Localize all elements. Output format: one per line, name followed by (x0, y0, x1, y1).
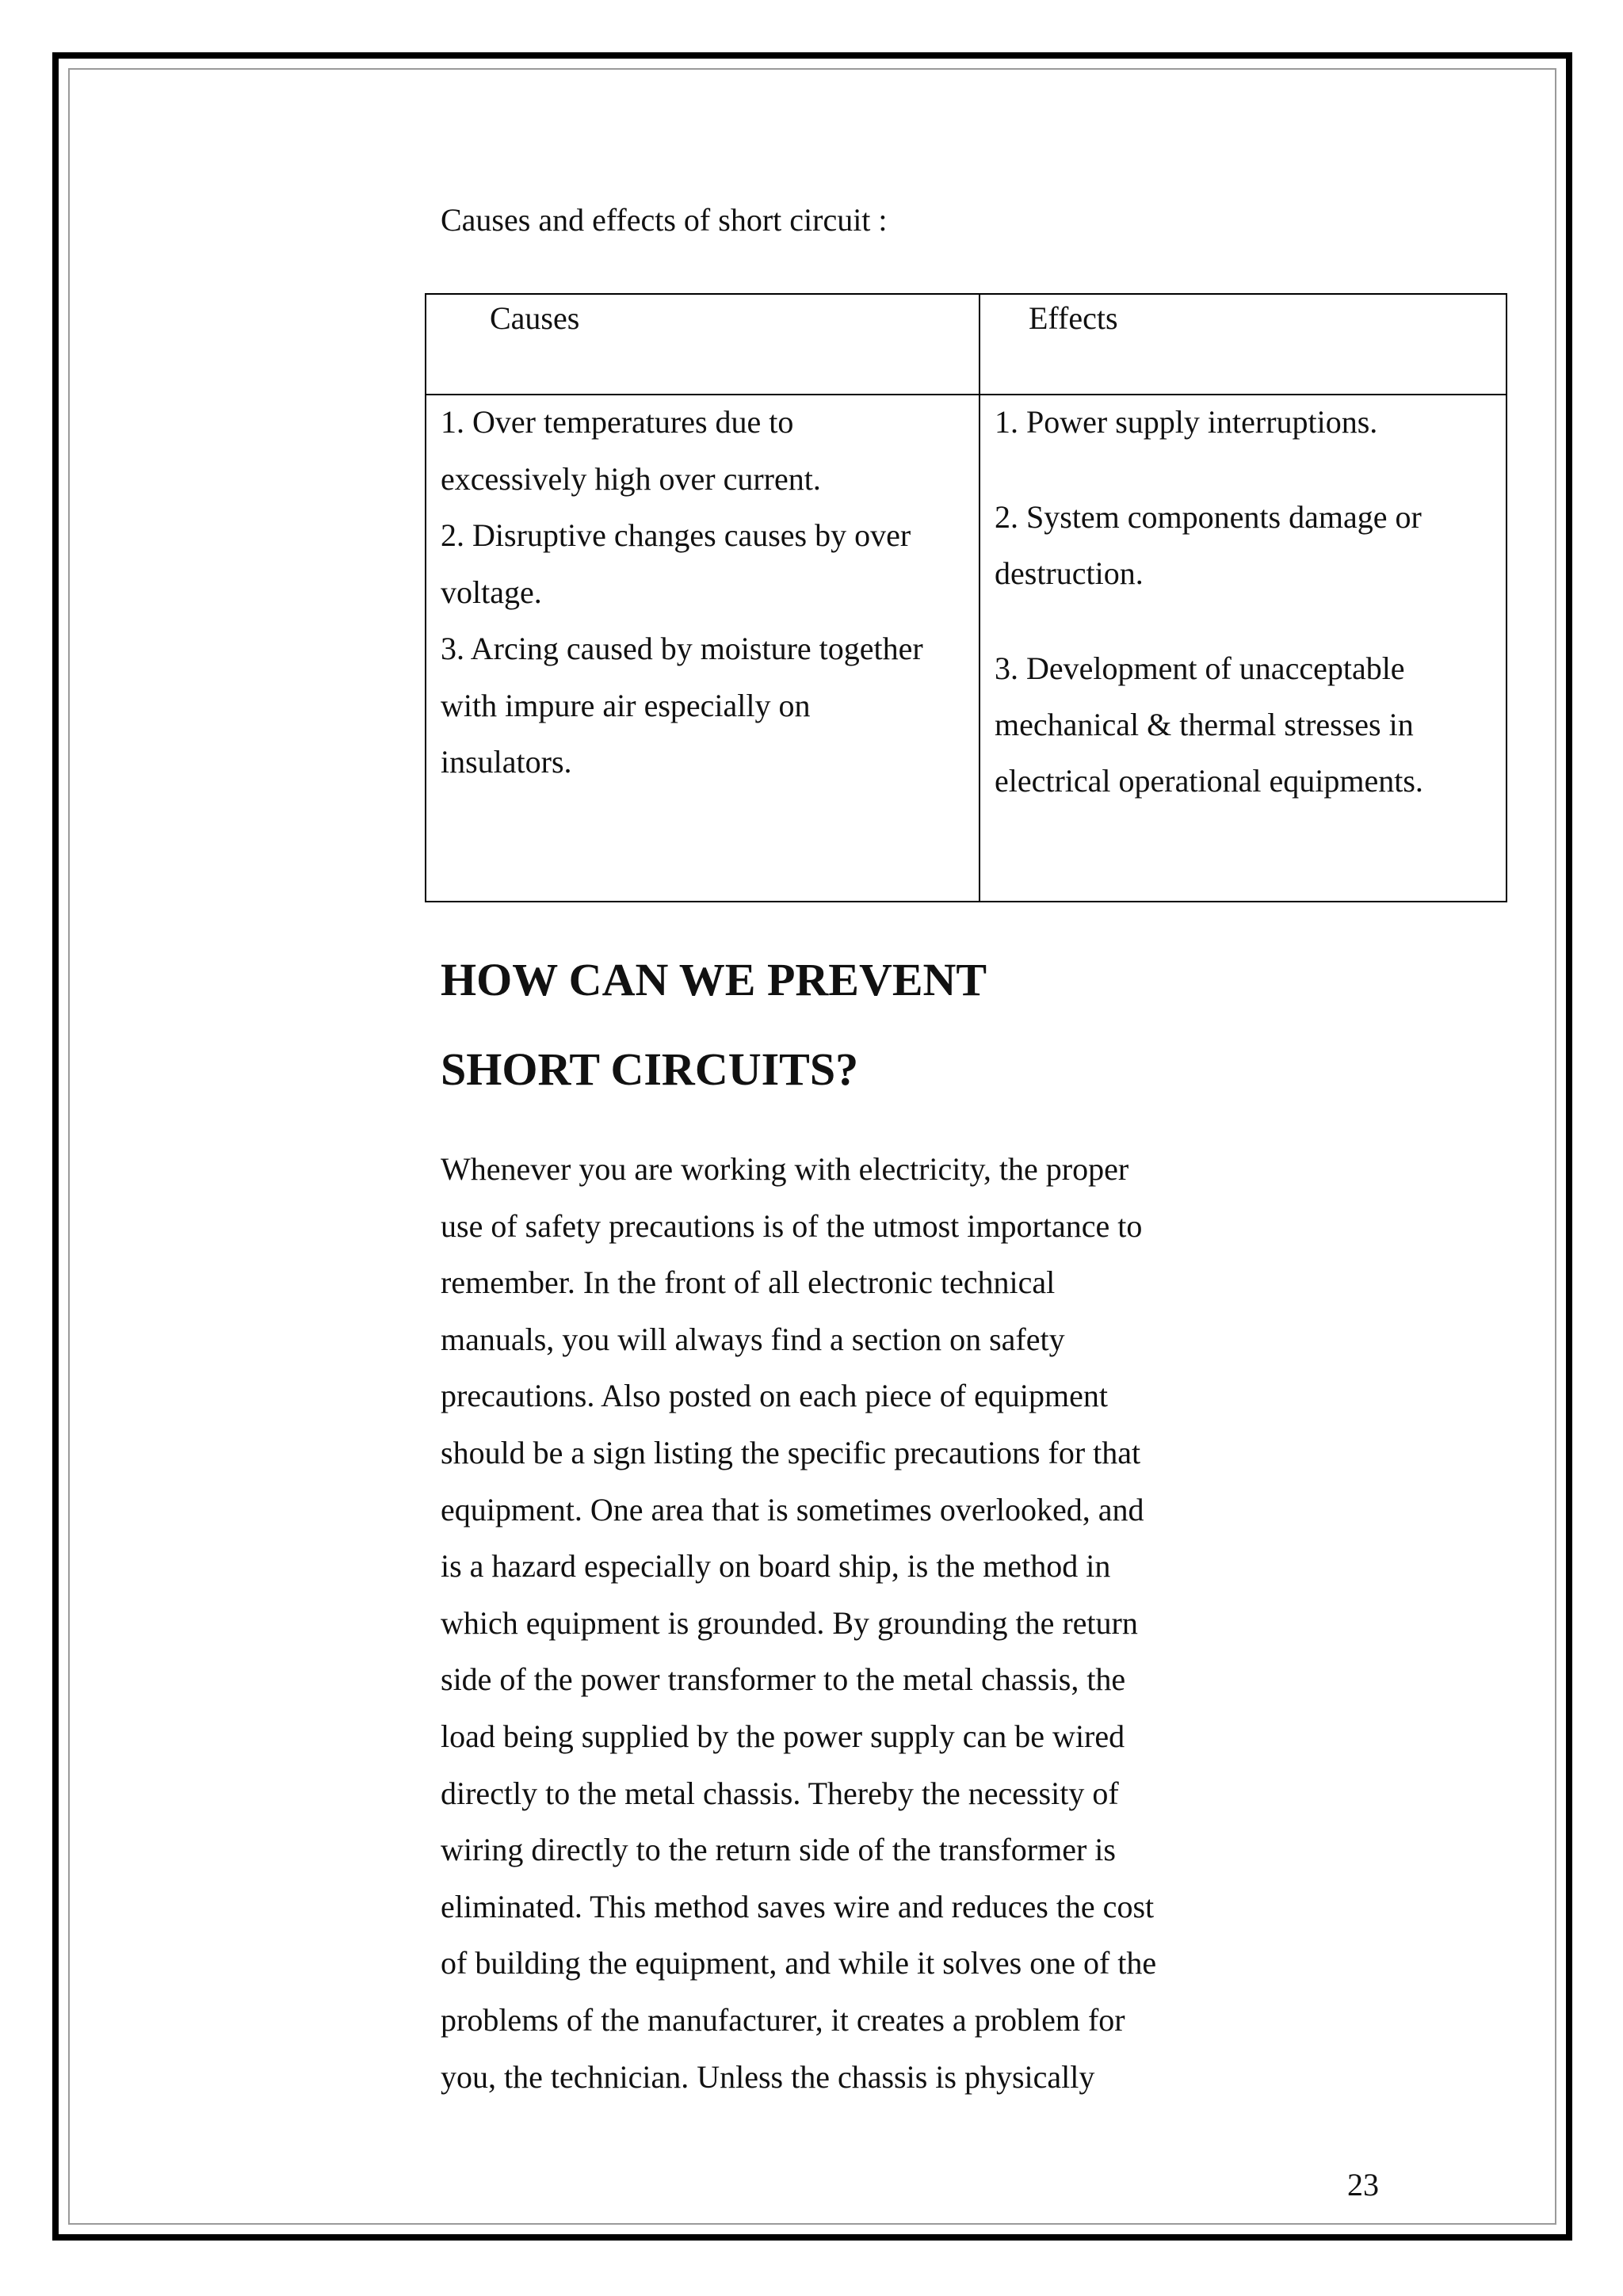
effect-item (995, 394, 1502, 450)
effects-cell (995, 394, 1502, 809)
effect-line: 3. Development of unacceptable (995, 650, 1405, 686)
body-paragraph (441, 1141, 1201, 2105)
effect-item (995, 489, 1502, 601)
body-line: should be a sign listing the specific precautions for that (441, 1434, 1141, 1470)
causes-header: Causes (490, 300, 580, 336)
body-line: eliminated. This method saves wire and reduces the cost (441, 1888, 1155, 1924)
body-line: which equipment is grounded. By grounding the return (441, 1604, 1138, 1641)
body-line: of building the equipment, and while it solves one of the (441, 1945, 1157, 1981)
cause-line: voltage. (441, 574, 542, 610)
body-line: use of safety precautions is of the utmost importance to (441, 1207, 1143, 1244)
body-line: equipment. One area that is sometimes overlooked, and (441, 1491, 1144, 1527)
body-line: problems of the manufacturer, it creates a problem for (441, 2001, 1125, 2038)
body-line: wiring directly to the return side of the transformer is (441, 1832, 1116, 1868)
page-number: 23 (1347, 2167, 1379, 2203)
cause-line: insulators. (441, 744, 572, 780)
cause-line: 1. Over temperatures due to (441, 404, 794, 440)
body-line: side of the power transformer to the metal chassis, the (441, 1661, 1126, 1698)
effect-item (995, 640, 1502, 809)
body-line: manuals, you will always find a section on safety (441, 1321, 1065, 1357)
effect-line: 2. System components damage or (995, 499, 1422, 535)
body-line: remember. In the front of all electronic technical (441, 1264, 1056, 1301)
causes-effects-table (425, 293, 1507, 902)
heading-line: SHORT CIRCUITS? (441, 1043, 859, 1095)
table-column-divider (979, 295, 980, 901)
body-line: precautions. Also posted on each piece of equipment (441, 1378, 1108, 1414)
causes-cell (441, 394, 964, 791)
cause-line: with impure air especially on (441, 687, 811, 723)
heading-line: HOW CAN WE PREVENT (441, 954, 987, 1005)
body-line: load being supplied by the power supply can be wired (441, 1718, 1125, 1754)
cause-line: 3. Arcing caused by moisture together (441, 631, 923, 666)
body-line: directly to the metal chassis. Thereby the necessity of (441, 1775, 1119, 1811)
section-heading (441, 935, 1233, 1114)
effect-line: destruction. (995, 555, 1144, 591)
cause-line: 2. Disruptive changes causes by over (441, 517, 911, 553)
body-line: Whenever you are working with electricity, the proper (441, 1151, 1129, 1187)
effects-header: Effects (1029, 300, 1118, 336)
cause-line: excessively high over current. (441, 460, 821, 497)
effect-line: 1. Power supply interruptions. (995, 404, 1378, 440)
body-line: you, the technician. Unless the chassis is physically (441, 2058, 1095, 2095)
effect-line: mechanical & thermal stresses in (995, 707, 1414, 742)
body-line: is a hazard especially on board ship, is the method in (441, 1548, 1111, 1585)
effect-line: electrical operational equipments. (995, 763, 1423, 799)
intro-text: Causes and effects of short circuit : (441, 202, 888, 238)
